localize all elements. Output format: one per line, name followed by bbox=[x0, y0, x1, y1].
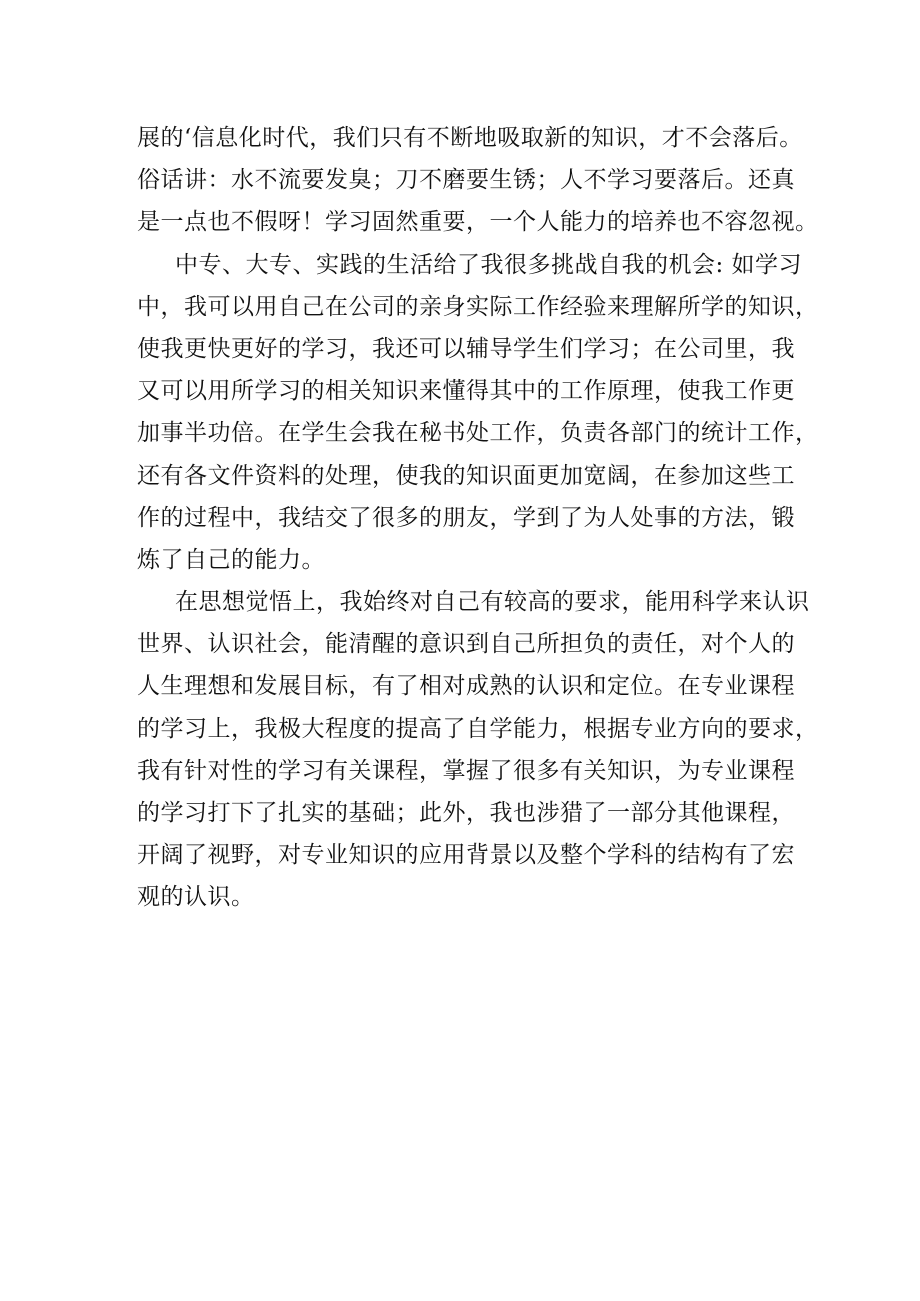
text-line: 作的过程中，我结交了很多的朋友，学到了为人处事的方法，锻 bbox=[137, 504, 795, 531]
text-line: 的学习上，我极大程度的提高了自学能力，根据专业方向的要求， bbox=[137, 715, 819, 742]
text-line: 观的认识。 bbox=[137, 884, 255, 911]
body-text bbox=[137, 117, 819, 919]
text-line: 使我更快更好的学习，我还可以辅导学生们学习；在公司里，我 bbox=[137, 335, 795, 362]
text-line: 又可以用所学习的相关知识来懂得其中的工作原理，使我工作更 bbox=[137, 378, 795, 405]
text-line: 中，我可以用自己在公司的亲身实际工作经验来理解所学的知识， bbox=[137, 293, 819, 320]
text-line: 在思想觉悟上，我始终对自己有较高的要求，能用科学来认识 bbox=[175, 589, 810, 616]
text-line: 是一点也不假呀！学习固然重要，一个人能力的培养也不容忽视。 bbox=[137, 209, 819, 236]
text-line: 世界、认识社会，能清醒的意识到自己所担负的责任，对个人的 bbox=[137, 631, 795, 658]
text-line: 还有各文件资料的处理，使我的知识面更加宽阔，在参加这些工 bbox=[137, 462, 795, 489]
text-line: 中专、大专、实践的生活给了我很多挑战自我的机会: 如学习 bbox=[175, 251, 803, 278]
text-line: 炼了自己的能力。 bbox=[137, 546, 325, 573]
text-line: 俗话讲：水不流要发臭；刀不磨要生锈；人不学习要落后。还真 bbox=[137, 167, 795, 194]
text-line: 人生理想和发展目标，有了相对成熟的认识和定位。在专业课程 bbox=[137, 673, 795, 700]
text-line: 我有针对性的学习有关课程，掌握了很多有关知识，为专业课程 bbox=[137, 757, 795, 784]
text-line: 展的‘信息化时代，我们只有不断地吸取新的知识，才不会落后。 bbox=[137, 125, 803, 151]
text-line: 的学习打下了扎实的基础；此外，我也涉猎了一部分其他课程， bbox=[137, 800, 795, 826]
text-line: 开阔了视野，对专业知识的应用背景以及整个学科的结构有了宏 bbox=[137, 842, 795, 869]
text-line: 加事半功倍。在学生会我在秘书处工作，负责各部门的统计工作， bbox=[137, 420, 819, 447]
